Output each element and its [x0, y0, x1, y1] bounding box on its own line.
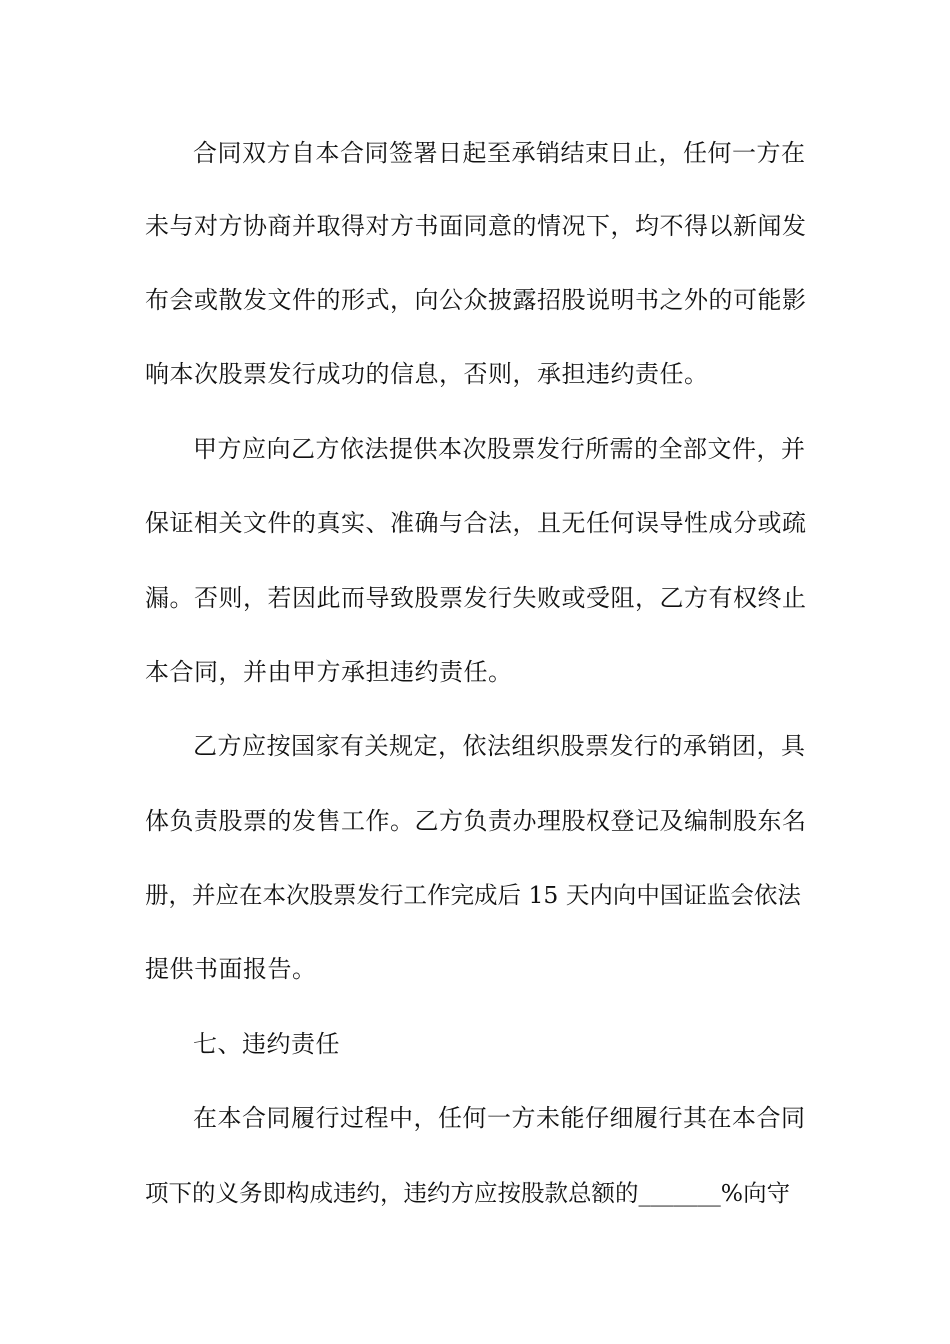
paragraph-2-line-4: 本合同，并由甲方承担违约责任。: [145, 658, 513, 686]
paragraph-5-line-1: 在本合同履行过程中，任何一方未能仔细履行其在本合同: [193, 1104, 806, 1132]
paragraph-5-line-2: 项下的义务即构成违约，违约方应按股款总额的_______%向守: [145, 1179, 791, 1207]
paragraph-2-line-1: 甲方应向乙方依法提供本次股票发行所需的全部文件，并: [193, 435, 806, 463]
paragraph-1-line-1: 合同双方自本合同签署日起至承销结束日止，任何一方在: [193, 139, 806, 167]
paragraph-3-line-3: 册，并应在本次股票发行工作完成后 15 天内向中国证监会依法: [145, 881, 801, 909]
paragraph-2-line-2: 保证相关文件的真实、准确与合法，且无任何误导性成分或疏: [145, 509, 807, 537]
paragraph-3-line-2: 体负责股票的发售工作。乙方负责办理股权登记及编制股东名: [145, 807, 807, 835]
paragraph-1-line-3: 布会或散发文件的形式，向公众披露招股说明书之外的可能影: [145, 286, 807, 314]
paragraph-3-line-1: 乙方应按国家有关规定，依法组织股票发行的承销团，具: [193, 732, 806, 760]
paragraph-1-line-4: 响本次股票发行成功的信息，否则，承担违约责任。: [145, 360, 709, 388]
paragraph-3-line-4: 提供书面报告。: [145, 955, 317, 983]
section-heading: 七、违约责任: [193, 1030, 340, 1058]
paragraph-2-line-3: 漏。否则，若因此而导致股票发行失败或受阻，乙方有权终止: [145, 584, 807, 612]
paragraph-1-line-2: 未与对方协商并取得对方书面同意的情况下，均不得以新闻发: [145, 212, 807, 240]
